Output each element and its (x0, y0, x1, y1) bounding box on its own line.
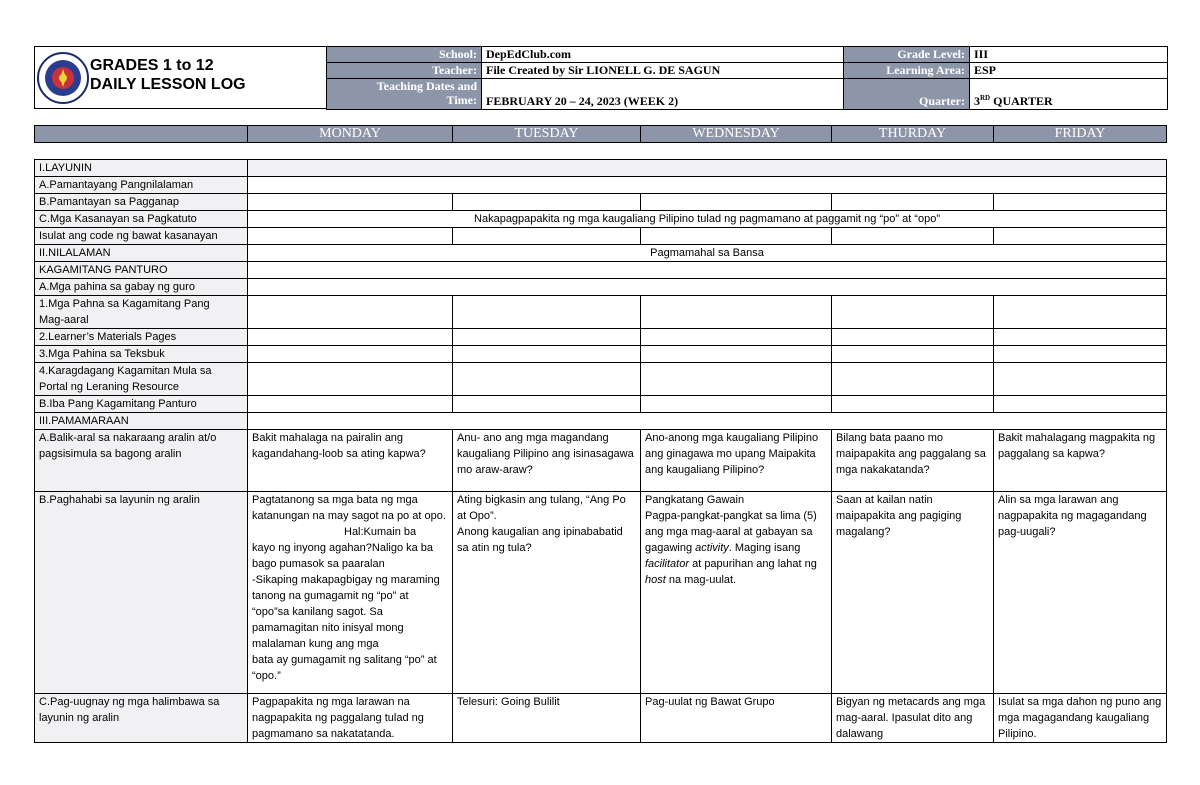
table-cell (248, 296, 453, 329)
quarter-label: Quarter: (844, 79, 970, 110)
table-cell (453, 396, 641, 413)
day-header-blank (35, 126, 248, 143)
table-row (35, 396, 1167, 413)
quarter-suffix: RD (980, 94, 991, 102)
dates-label-line-2: Time: (446, 93, 477, 107)
karagdagang-line-1: 4.Karagdagang Kagamitan Mula sa (39, 365, 212, 377)
table-row (35, 363, 1167, 396)
teacher-label: Teacher: (327, 63, 482, 79)
table-cell (832, 329, 994, 346)
paghahabi-wednesday-text-1: Pangkatang Gawain (645, 494, 745, 506)
day-wednesday: WEDNESDAY (641, 126, 832, 143)
table-row (35, 211, 1167, 228)
row-span-cell (248, 262, 1167, 279)
row-label-kagamitang-pang (35, 296, 248, 329)
table-cell (994, 396, 1167, 413)
pag-uugnay-thursday: Bigyan ng metacards ang mga mag-aaral. Ipasulat dito ang dalawang (832, 694, 994, 743)
paghahabi-monday (248, 492, 453, 694)
paghahabi-tuesday (453, 492, 641, 694)
row-label-isulat-code: Isulat ang code ng bawat kasanayan (35, 228, 248, 245)
table-row (35, 160, 1167, 177)
table-row (35, 694, 1167, 743)
row-label-pamantayang-pangnilalaman: A.Pamantayang Pangnilalaman (35, 177, 248, 194)
table-row (35, 228, 1167, 245)
wed-text-host: host (645, 574, 666, 586)
karagdagang-line-2: Portal ng Leraning Resource (39, 381, 180, 393)
day-tuesday: TUESDAY (453, 126, 641, 143)
table-cell (641, 228, 832, 245)
balik-aral-thursday: Bilang bata paano mo maipapakita ang paggalang sa mga nakakatanda? (832, 430, 994, 492)
row-label-pamamaraan: III.PAMAMARAAN (35, 413, 248, 430)
kasanayan-text: Nakapagpapakita ng mga kaugaliang Pilipino tulad ng pagmamano at paggamit ng “po” at “opo” (248, 211, 1167, 228)
row-label-gabay: A.Mga pahina sa gabay ng guro (35, 279, 248, 296)
table-cell (248, 396, 453, 413)
title-line-2: DAILY LESSON LOG (90, 76, 246, 93)
table-cell (994, 296, 1167, 329)
grade-level-value: III (970, 47, 1168, 63)
paghahabi-wednesday (641, 492, 832, 694)
kagamitang-pang-line-2: Mag-aaral (39, 314, 89, 326)
paghahabi-monday-text-1: Pagtatanong sa mga bata ng mga katanungan na may sagot na po at opo. (252, 494, 446, 522)
table-row (35, 346, 1167, 363)
dates-value: FEBRUARY 20 – 24, 2023 (WEEK 2) (482, 79, 844, 110)
row-span-cell (248, 279, 1167, 296)
table-row (35, 329, 1167, 346)
table-cell (641, 194, 832, 211)
table-cell (641, 329, 832, 346)
table-cell (641, 346, 832, 363)
table-cell (832, 296, 994, 329)
balik-aral-friday: Bakit mahalagang magpakita ng paggalang sa kapwa? (994, 430, 1167, 492)
row-span-cell (248, 177, 1167, 194)
table-cell (248, 228, 453, 245)
row-label-layunin: I.LAYUNIN (35, 160, 248, 177)
table-cell (641, 363, 832, 396)
dates-label-line-1: Teaching Dates and (376, 79, 477, 93)
table-cell (994, 228, 1167, 245)
table-row (35, 413, 1167, 430)
paghahabi-wednesday-text-2 (645, 508, 827, 588)
table-row (35, 177, 1167, 194)
row-label-balik-aral: A.Balik-aral sa nakaraang aralin at/o pagsisimula sa bagong aralin (35, 430, 248, 492)
table-cell (832, 228, 994, 245)
table-row (35, 245, 1167, 262)
table-cell (453, 296, 641, 329)
balik-aral-wednesday: Ano-anong mga kaugaliang Pilipino ang ginagawa mo upang Maipakita ang kaugaliang Pilipino? (641, 430, 832, 492)
wed-text-activity: activity (695, 542, 729, 554)
lesson-log-table (34, 159, 1167, 743)
table-row (35, 430, 1167, 492)
table-cell (832, 194, 994, 211)
table-row (35, 492, 1167, 694)
table-cell (994, 194, 1167, 211)
day-header-table (34, 125, 1167, 143)
wed-text-a: Pagpa-pangkat-pangkat sa lima (5) ang mga mag-aaral at gabayan sa gagawing (645, 510, 817, 554)
table-cell (641, 396, 832, 413)
row-span-cell (248, 160, 1167, 177)
table-row (35, 262, 1167, 279)
table-cell (453, 194, 641, 211)
quarter-number: 3 (974, 94, 980, 108)
quarter-word: QUARTER (990, 94, 1053, 108)
quarter-value (970, 79, 1168, 110)
grade-level-label: Grade Level: (844, 47, 970, 63)
table-cell (994, 363, 1167, 396)
table-cell (832, 396, 994, 413)
day-friday: FRIDAY (994, 126, 1167, 143)
school-value: DepEdClub.com (482, 47, 844, 63)
table-cell (994, 329, 1167, 346)
table-row (35, 296, 1167, 329)
day-thursday: THURDAY (832, 126, 994, 143)
pag-uugnay-friday: Isulat sa mga dahon ng puno ang mga magagandang kaugaliang Pilipino. (994, 694, 1167, 743)
table-cell (248, 363, 453, 396)
day-monday: MONDAY (248, 126, 453, 143)
school-label: School: (327, 47, 482, 63)
paghahabi-monday-text-5: bata ay gumagamit ng salitang “po” at “opo.” (252, 654, 437, 682)
header-info-table (326, 46, 1168, 110)
table-cell (994, 346, 1167, 363)
paghahabi-monday-text-4: -Sikaping makapagbigay ng maraming tanong na gumagamit ng “po” at “opo”sa kanilang sagot. Sa pamamagitan nito inisyal mong malalaman kung ang mga (252, 574, 440, 650)
row-label-nilalaman: II.NILALAMAN (35, 245, 248, 262)
table-cell (248, 346, 453, 363)
table-cell (248, 194, 453, 211)
teacher-value: File Created by Sir LIONELL G. DE SAGUN (482, 63, 844, 79)
table-cell (248, 329, 453, 346)
pag-uugnay-wednesday: Pag-uulat ng Bawat Grupo (641, 694, 832, 743)
table-cell (641, 296, 832, 329)
dates-label (327, 79, 482, 110)
table-row (35, 279, 1167, 296)
balik-aral-tuesday: Anu- ano ang mga magandang kaugaliang Pilipino ang isinasagawa mo araw-araw? (453, 430, 641, 492)
paghahabi-tuesday-text-2: Anong kaugalian ang ipinababatid sa atin ng tula? (457, 526, 623, 554)
row-label-pag-uugnay: C.Pag-uugnay ng mga halimbawa sa layunin ng aralin (35, 694, 248, 743)
row-label-kagamitan: KAGAMITANG PANTURO (35, 262, 248, 279)
row-label-teksbuk: 3.Mga Pahina sa Teksbuk (35, 346, 248, 363)
row-label-kasanayan: C.Mga Kasanayan sa Pagkatuto (35, 211, 248, 228)
nilalaman-text: Pagmamahal sa Bansa (248, 245, 1167, 262)
title-line-1: GRADES 1 to 12 (90, 57, 214, 74)
table-cell (453, 346, 641, 363)
table-row (35, 194, 1167, 211)
title-box (34, 46, 327, 109)
wed-text-b: . Maging isang (728, 542, 801, 554)
kagamitang-pang-line-1: 1.Mga Pahna sa Kagamitang Pang (39, 298, 210, 310)
row-label-pamantayan-pagganap: B.Pamantayan sa Pagganap (35, 194, 248, 211)
balik-aral-monday: Bakit mahalaga na pairalin ang kagandahang-loob sa ating kapwa? (248, 430, 453, 492)
pag-uugnay-monday: Pagpapakita ng mga larawan na nagpapakita ng paggalang tulad ng pagmamano sa nakatatanda. (248, 694, 453, 743)
learning-area-label: Learning Area: (844, 63, 970, 79)
learning-area-value: ESP (970, 63, 1168, 79)
paghahabi-friday: Alin sa mga larawan ang nagpapakita ng magagandang pag-uugali? (994, 492, 1167, 694)
row-label-learners: 2.Learner’s Materials Pages (35, 329, 248, 346)
table-cell (832, 363, 994, 396)
table-cell (832, 346, 994, 363)
wed-text-facilitator: facilitator (645, 558, 690, 570)
row-label-paghahabi: B.Paghahabi sa layunin ng aralin (35, 492, 248, 694)
paghahabi-tuesday-text-1: Ating bigkasin ang tulang, “Ang Po at Opo”. (457, 494, 626, 522)
row-label-iba-pang: B.Iba Pang Kagamitang Panturo (35, 396, 248, 413)
wed-text-c: at papurihan ang lahat ng (689, 558, 817, 570)
row-label-karagdagang (35, 363, 248, 396)
paghahabi-monday-text-3: kayo ng inyong agahan?Naligo ka ba bago pumasok sa paaralan (252, 542, 434, 570)
row-span-cell (248, 413, 1167, 430)
wed-text-d: na mag-uulat. (665, 574, 737, 586)
table-cell (453, 329, 641, 346)
paghahabi-thursday: Saan at kailan natin maipapakita ang pagiging magalang? (832, 492, 994, 694)
table-cell (453, 363, 641, 396)
paghahabi-monday-text-2: Hal:Kumain ba (344, 526, 417, 538)
table-cell (453, 228, 641, 245)
pag-uugnay-tuesday: Telesuri: Going Bulilit (453, 694, 641, 743)
